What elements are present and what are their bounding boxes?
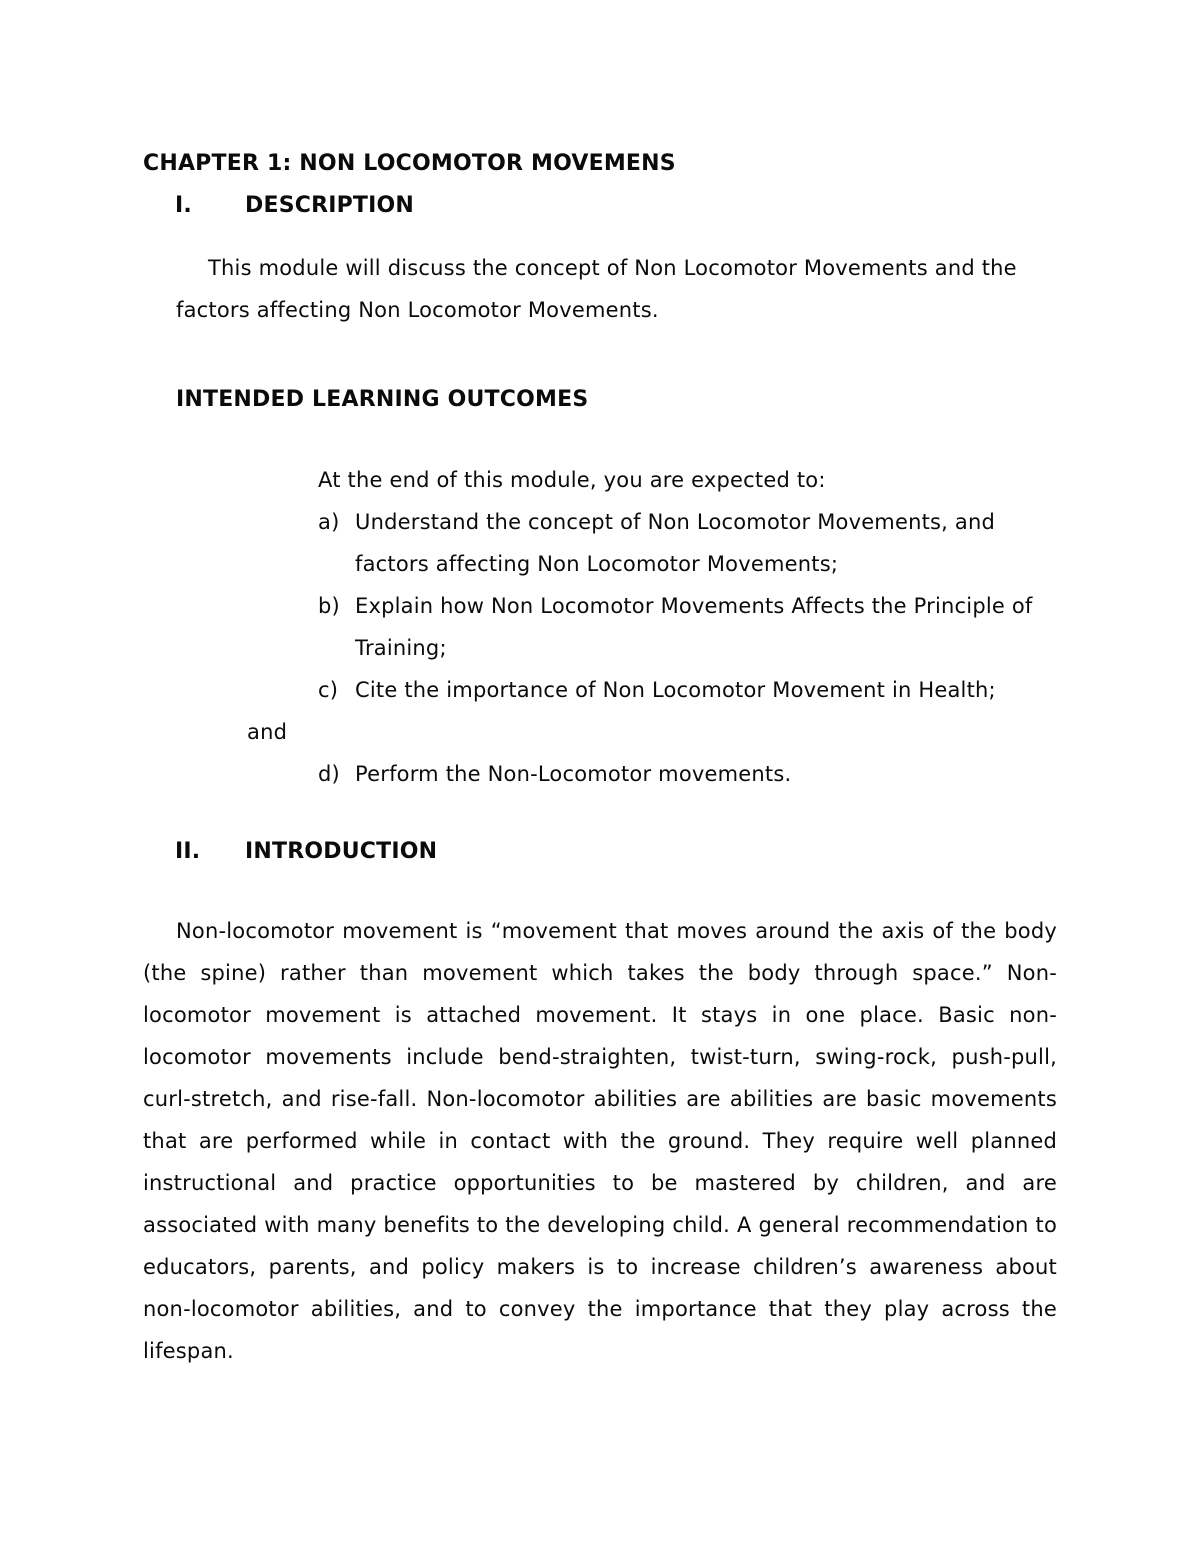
list-item-text: Perform the Non-Locomotor movements. <box>355 762 792 786</box>
list-item-text: Understand the concept of Non Locomotor Movements, and factors affecting Non Locomotor Movements; <box>355 510 996 576</box>
list-item-text: Cite the importance of Non Locomotor Movement in Health; <box>355 678 996 702</box>
section-heading-description <box>143 185 1057 227</box>
chapter-title: CHAPTER 1: NON LOCOMOTOR MOVEMENS <box>143 151 676 176</box>
description-paragraph: This module will discuss the concept of Non Locomotor Movements and the factors affecting Non Locomotor Movements. <box>176 256 1017 322</box>
list-item <box>143 585 1057 669</box>
list-item-marker: b) <box>318 594 340 618</box>
list-item-text: Explain how Non Locomotor Movements Affects the Principle of Training; <box>355 594 1033 660</box>
list-item-marker: a) <box>318 510 340 534</box>
section-number: II. <box>175 839 201 864</box>
section-title: DESCRIPTION <box>245 193 415 218</box>
introduction-paragraph: Non-locomotor movement is “movement that moves around the axis of the body (the spine) rather than movement which takes the body through space.” Non-locomotor movement is attached movement. It stays in one place. Basic non-locomotor movements include bend-straighten, twist-turn, swing-rock, push-pull, curl-stretch, and rise-fall. Non-locomotor abilities are abilities are basic movements that are performed while in contact with the ground. They require well planned instructional and practice opportunities to be mastered by children, and are associated with many benefits to the developing child. A general recommendation to educators, parents, and policy makers is to increase children’s awareness about non-locomotor abilities, and to convey the importance that they play across the lifespan. <box>143 919 1057 1363</box>
and-connector: and <box>247 720 288 744</box>
section-title: INTRODUCTION <box>245 839 438 864</box>
list-item <box>143 669 1057 711</box>
section-number: I. <box>175 193 192 218</box>
list-item-marker: d) <box>318 762 340 786</box>
list-item <box>143 753 1057 795</box>
list-item-marker: c) <box>318 678 339 702</box>
intended-learning-outcomes-heading: INTENDED LEARNING OUTCOMES <box>176 387 589 412</box>
list-item <box>143 501 1057 585</box>
section-heading-introduction <box>143 831 1057 873</box>
ilo-intro-line: At the end of this module, you are expected to: <box>318 468 826 492</box>
